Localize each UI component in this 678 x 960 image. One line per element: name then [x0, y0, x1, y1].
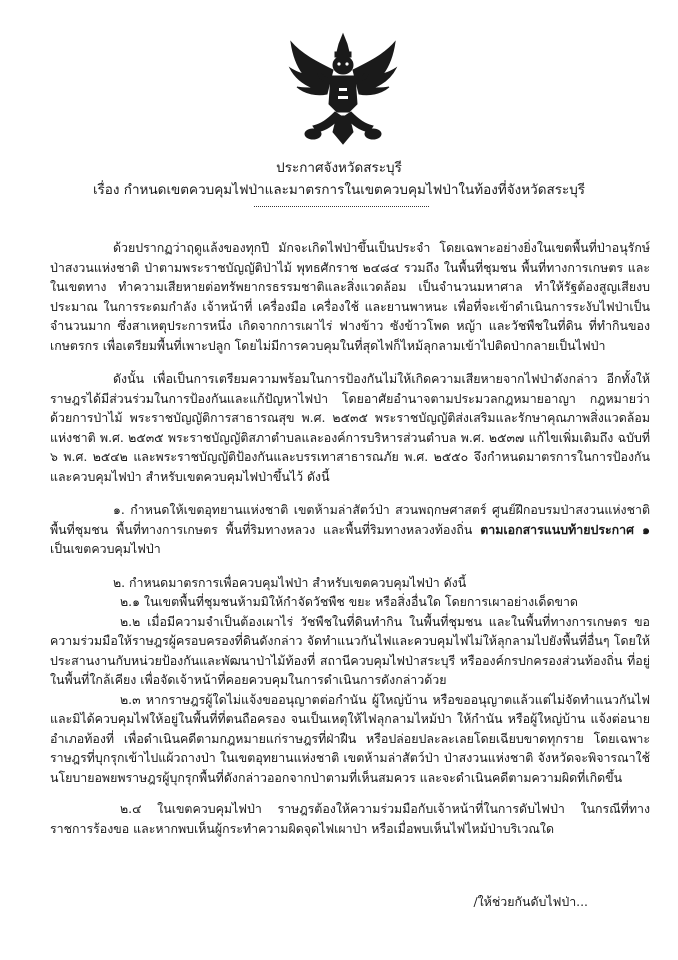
announcement-title: ประกาศจังหวัดสระบุรี [276, 160, 402, 176]
document-body [50, 238, 650, 838]
item-1-text: ๑. กำหนดให้เขตอุทยานแห่งชาติ เขตห้ามล่าสัตว์ป่า สวนพฤกษศาสตร์ ศูนย์ฝึกอบรมป่าสงวนแห่งชาติ พื้นที่ชุมชน พื้นที่ทางการเกษตร พื้นที่ริมทางหลวง และพื้นที่ริมทางหลวงท้องถิ่น [50, 502, 650, 537]
item-1 [50, 500, 650, 559]
item-2-1: ๒.๑ ในเขตพื้นที่ชุมชนห้ามมิให้กำจัดวัชพืช ขยะ หรือสิ่งอื่นใด โดยการเผาอย่างเด็ดขาด [120, 594, 578, 609]
item-2-4: ๒.๔ ในเขตควบคุมไฟป่า ราษฎรต้องให้ความร่วมมือกับเจ้าหน้าที่ในการดับไฟป่า ในกรณีที่ทางราชการร้องขอ และหากพบเห็นผู้กระทำความผิดจุดไฟเผาป่า หรือเมื่อพบเห็นไฟไหม้ป่าบริเวณใด [50, 801, 650, 836]
dotted-divider [254, 206, 429, 207]
garuda-emblem-icon [287, 32, 399, 147]
item-2: ๒. กำหนดมาตรการเพื่อควบคุมไฟป่า สำหรับเขตควบคุมไฟป่า ดังนี้ [113, 574, 467, 590]
continued-on-next-page: /ให้ช่วยกันดับไฟป่า... [473, 894, 588, 909]
item-1-attachment-ref: ตามเอกสารแนบท้ายประกาศ ๑ [480, 521, 650, 537]
paragraph-intro: ด้วยปรากฏว่าฤดูแล้งของทุกปี มักจะเกิดไฟป่าขึ้นเป็นประจำ โดยเฉพาะอย่างยิ่งในเขตพื้นที่ป่าอนุรักษ์ ป่าสงวนแห่งชาติ ป่าตามพระราชบัญญัติป่าไม้ พุทธศักราช ๒๔๘๔ รวมถึง ในพื้นที่ชุมชน พื้นที่ทางการเกษตร และในเขตทาง ทำความเสียหายต่อทรัพยากรธรรมชาติและสิ่งแวดล้อม เป็นจำนวนมหาศาล ทำให้รัฐต้องสูญเสียงบประมาณ ในการระดมกำลัง เจ้าหน้าที่ เครื่องมือ เครื่องใช้ และยานพาหนะ เพื่อที่จะเข้าดำเนินการระงับไฟป่าเป็นจำนวนมาก ซึ่งสาเหตุประการหนึ่ง เกิดจากการเผาไร่ ฟางข้าว ซังข้าวโพด หญ้า และวัชพืชในที่ดิน ที่ทำกินของเกษตรกร เพื่อเตรียมพื้นที่เพาะปลูก โดยไม่มีการควบคุมในที่สุดไฟก็ไหม้ลุกลามเข้าไปติดป่ากลายเป็นไฟป่า [50, 240, 650, 353]
announcement-subject: เรื่อง กำหนดเขตควบคุมไฟป่าและมาตรการในเขตควบคุมไฟป่าในท้องที่จังหวัดสระบุรี [92, 182, 586, 198]
paragraph-therefore: ดังนั้น เพื่อเป็นการเตรียมความพร้อมในการป้องกันไม่ให้เกิดความเสียหายจากไฟป่าดังกล่าว อีกทั้งให้ราษฎรได้มีส่วนร่วมในการป้องกันและแก้ปัญหาไฟป่า โดยอาศัยอำนาจตามประมวลกฎหมายอาญา กฎหมายว่าด้วยการป่าไม้ พระราชบัญญัติการสาธารณสุข พ.ศ. ๒๕๓๕ พระราชบัญญัติส่งเสริมและรักษาคุณภาพสิ่งแวดล้อมแห่งชาติ พ.ศ. ๒๕๓๕ พระราชบัญญัติสภาตำบลและองค์การบริหารส่วนตำบล พ.ศ. ๒๕๓๗ แก้ไขเพิ่มเติมถึง ฉบับที่ ๖ พ.ศ. ๒๕๔๒ และพระราชบัญญัติป้องกันและบรรเทาสาธารณภัย พ.ศ. ๒๕๕๐ จึงกำหนดมาตรการในการป้องกันและควบคุมไฟป่า สำหรับเขตควบคุมไฟป่าขึ้นไว้ ดังนี้ [50, 371, 650, 484]
item-2-3: ๒.๓ หากราษฎรผู้ใดไม่แจ้งขออนุญาตต่อกำนัน ผู้ใหญ่บ้าน หรือขออนุญาตแล้วแต่ไม่จัดทำแนวกันไฟและมิได้ควบคุมไฟให้อยู่ในพื้นที่ที่ตนถือครอง จนเป็นเหตุให้ไฟลุกลามไหม้ป่า ให้กำนัน หรือผู้ใหญ่บ้าน แจ้งต่อนายอำเภอท้องที่ เพื่อดำเนินคดีตามกฎหมายแก่ราษฎรที่ฝ่าฝืน หรือปล่อยปละละเลยโดยเฉียบขาดทุกราย โดยเฉพาะราษฎรที่บุกรุกเข้าไปแผ้วถางป่า ในเขตอุทยานแห่งชาติ เขตห้ามล่าสัตว์ป่า ป่าสงวนแห่งชาติ จังหวัดจะพิจารณาใช้นโยบายอพยพราษฎรผู้บุกรุกพื้นที่ดังกล่าวออกจากป่าตามที่เห็นสมควร และจะดำเนินคดีตามความผิดที่เกิดขึ้น [50, 691, 650, 785]
item-1-tail: เป็นเขตควบคุมไฟป่า [50, 541, 161, 556]
item-2-2: ๒.๒ เมื่อมีความจำเป็นต้องเผาไร่ วัชพืชในที่ดินทำกิน ในพื้นที่ชุมชน และในพื้นที่ทางการเกษตร ขอความร่วมมือให้ราษฎรผู้ครอบครองที่ดินดังกล่าว จัดทำแนวกันไฟและควบคุมไฟไม่ให้ลุกลามไปยังพื้นที่อื่นๆ โดยให้ประสานงานกับหน่วยป้องกันและพัฒนาป่าไม้ท้องที่ สถานีควบคุมไฟป่าสระบุรี หรือองค์กรปกครองส่วนท้องถิ่น ที่อยู่ในพื้นที่ใกล้เคียง เพื่อจัดเจ้าหน้าที่คอยควบคุมในการดำเนินการดังกล่าวด้วย [50, 613, 650, 687]
